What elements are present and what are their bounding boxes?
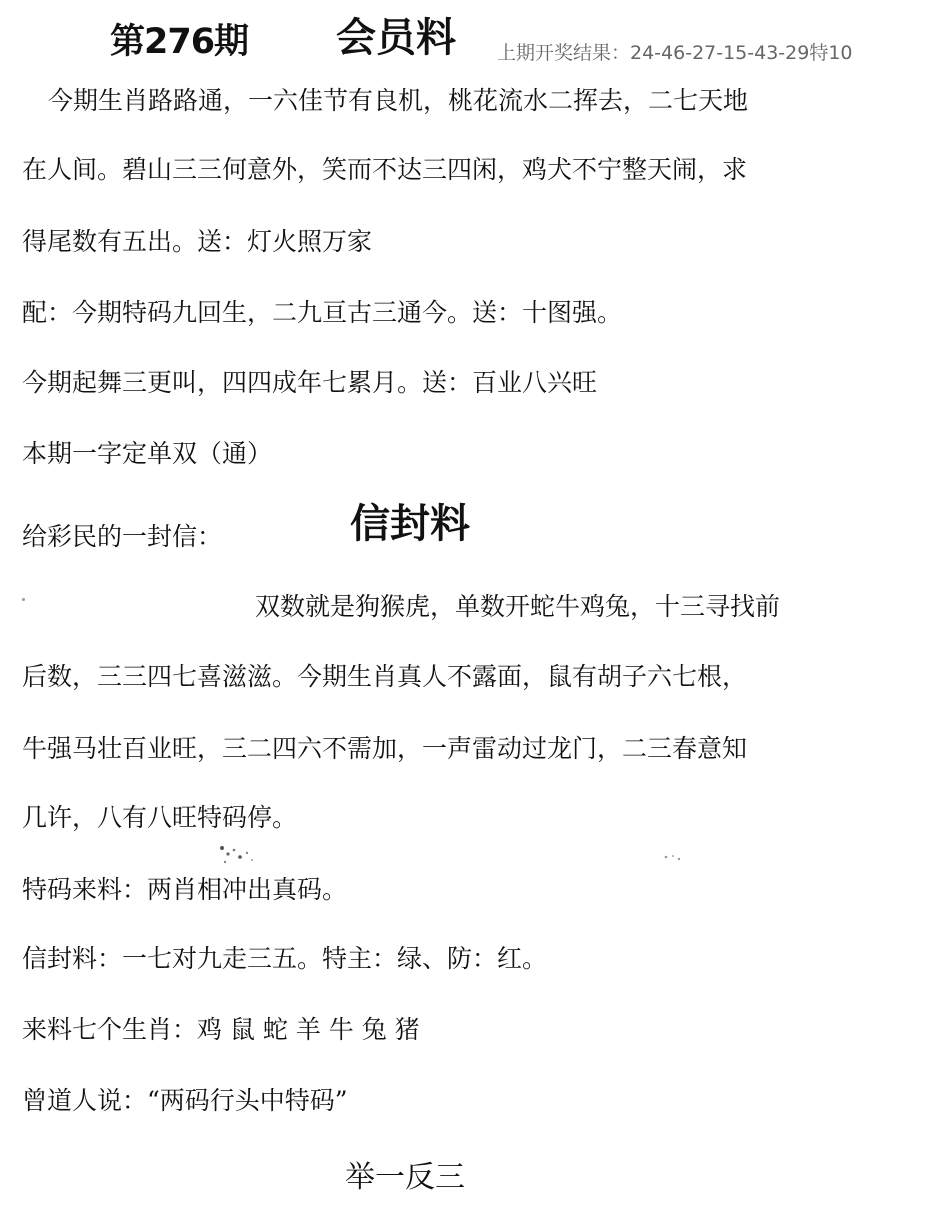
member-section-title: 会员料 xyxy=(336,15,456,61)
poem-line-1: 今期生肖路路通，一六佳节有良机，桃花流水二挥去，二七天地 xyxy=(48,86,749,115)
letter-label: 给彩民的一封信： xyxy=(22,522,223,551)
seven-zodiac-info: 来料七个生肖：鸡 鼠 蛇 羊 牛 兔 猪 xyxy=(22,1015,420,1044)
envelope-info: 信封料：一七对九走三五。特主：绿、防：红。 xyxy=(22,944,548,973)
scan-speck xyxy=(22,598,25,601)
tip-qiwu: 今期起舞三更叫，四四成年七累月。送：百业八兴旺 xyxy=(22,368,598,397)
bottom-title: 举一反三 xyxy=(345,1160,465,1195)
tip-pei: 配：今期特码九回生，二九亘古三通今。送：十图强。 xyxy=(22,298,623,327)
scan-smudge xyxy=(662,852,692,864)
letter-line-2: 后数，三三四七喜滋滋。今期生肖真人不露面，鼠有胡子六七根， xyxy=(22,662,748,691)
tip-single-double: 本期一字定单双（通） xyxy=(22,439,273,468)
poem-line-2: 在人间。碧山三三何意外，笑而不达三四闲，鸡犬不宁整天闹，求 xyxy=(22,155,748,184)
tema-info: 特码来料：两肖相冲出真码。 xyxy=(22,875,348,904)
letter-line-1: 双数就是狗猴虎，单数开蛇牛鸡兔，十三寻找前 xyxy=(255,592,781,621)
envelope-section-title: 信封料 xyxy=(350,501,470,547)
daoren-quote: 曾道人说：“两码行头中特码” xyxy=(22,1086,348,1115)
last-draw-result: 上期开奖结果：24-46-27-15-43-29特10 xyxy=(497,42,853,64)
poem-line-3: 得尾数有五出。送：灯火照万家 xyxy=(22,227,373,256)
letter-line-4: 几许，八有八旺特码停。 xyxy=(22,803,298,832)
letter-line-3: 牛强马壮百业旺，三二四六不需加，一声雷动过龙门，二三春意知 xyxy=(22,734,748,763)
issue-number: 第276期 xyxy=(110,22,249,62)
scan-smudge xyxy=(214,842,264,872)
